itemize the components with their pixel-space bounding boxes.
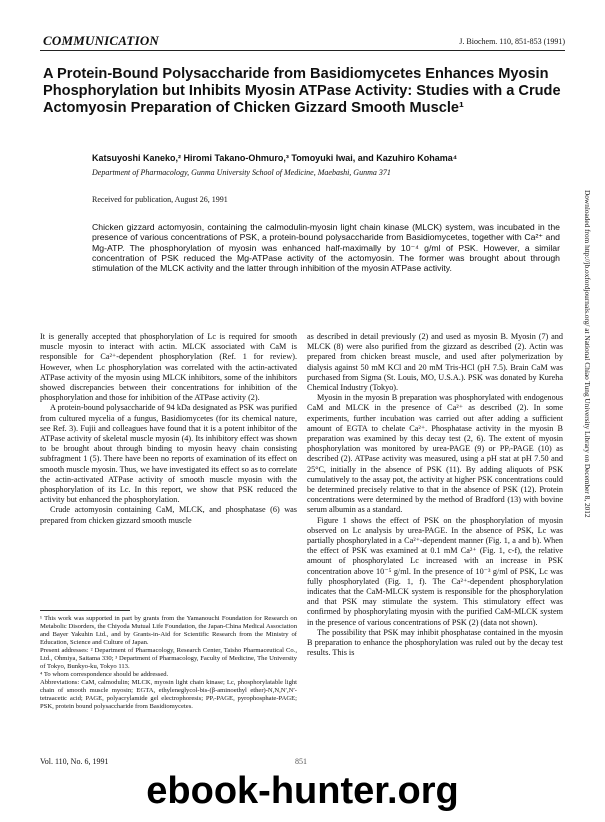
abstract: Chicken gizzard actomyosin, containing the calmodulin-myosin light chain kinase (MLCK) system, was incubated in the presence of various concentrations of PSK, a protein-bound polysaccharide from Basidiomycetes, together with Ca²⁺ and Mg-ATP. The phosphorylation of myosin was enhanced half-maximally by 10⁻⁴ g/ml of PSK. However, a similar concentration of PSK reduced the Mg-ATPase activity of the actomyosin. The former was brought about through stimulation of the MLCK activity and the latter through inhibition of the myosin ATPase activity. bbox=[92, 222, 560, 274]
footnotes bbox=[40, 615, 297, 711]
footnote: Abbreviations: CaM, calmodulin; MLCK, myosin light chain kinase; Lc, phosphorylatable light chain of smooth muscle myosin; EGTA, ethyleneglycol-bis-(β-aminoethyl ether)-N,N,N′,N′-tetraacetic acid; PAGE, polyacrylamide gel electrophoresis; PPᵢ-PAGE, pyrophosphate-PAGE; PSK, protein bound polysaccharide from Basidiomycetes. bbox=[40, 679, 297, 710]
footnote-divider bbox=[40, 610, 130, 611]
paragraph: A protein-bound polysaccharide of 94 kDa designated as PSK was purified from cultured mycelia of a fungus, Basidiomycetes (for its chemical nature, see Ref. 3). Fujii and colleagues have found that it is a potent inhibitor of the ATPase activity of skeletal muscle myosin (4). Its inhibitory effect was shown to be brought about through binding to myosin heavy chain consisting subfragment 1 (5). There have been no reports of examination of its effect on smooth muscle myosin. Thus, we have investigated its effect so as to correlate the actin-activated ATPase activity of smooth muscle myosin with the phosphorylation of its Lc. In this report, we show that PSK reduced the activity but enhanced the phosphorylation. bbox=[40, 403, 297, 505]
paragraph: Myosin in the myosin B preparation was phosphorylated with endogenous CaM and MLCK in the presence of Ca²⁺ as described (2). In some experiments, further incubation was carried out after adding a sufficient amount of EGTA to chelate Ca²⁺. Phosphatase activity in the myosin B preparation was examined by this decay test (2, 6). The extent of myosin phosphorylation was monitored by urea-PAGE (9) or PPᵢ-PAGE (10) as described (2). ATPase activity was measured, using a pH stat at pH 7.50 and 25°C, initially in the absence of PSK (11). By adding aliquots of PSK cumulatively to the assay pot, the activity at higher PSK concentrations could be determined precisely relative to that in the absence of PSK (12). Protein concentrations were determined by the method of Bradford (13) with bovine serum albumin as a standard. bbox=[307, 393, 563, 515]
watermark: ebook-hunter.org bbox=[146, 770, 459, 812]
received-date: Received for publication, August 26, 1991 bbox=[92, 195, 228, 204]
section-label: COMMUNICATION bbox=[43, 33, 160, 48]
journal-citation: J. Biochem. 110, 851-853 (1991) bbox=[459, 37, 565, 46]
paragraph: Crude actomyosin containing CaM, MLCK, and phosphatase (6) was prepared from chicken gizzard smooth muscle bbox=[40, 505, 297, 525]
author-list: Katsuyoshi Kaneko,² Hiromi Takano-Ohmuro,³ Tomoyuki Iwai, and Kazuhiro Kohama⁴ bbox=[92, 153, 458, 163]
paragraph: as described in detail previously (2) and used as myosin B. Myosin (7) and MLCK (8) were also purified from the gizzard as described (2). Actin was prepared from chicken breast muscle, and used after polymerization by dialysis against 50 mM KCl and 20 mM Tris-HCl (pH 7.5). Brain CaM was purchased from Sigma (St. Louis, MO, U.S.A.). PSK was donated by Kureha Chemical Industry (Tokyo). bbox=[307, 332, 563, 393]
footnote: ¹ This work was supported in part by grants from the Yamanouchi Foundation for Research on Metabolic Disorders, the Chiyoda Mutual Life Foundation, the Japan-China Medical Association and Bayer Yakuhin Ltd., and by Grants-in-Aid for Scientific Research from the Ministry of Education, Science and Culture of Japan. bbox=[40, 615, 297, 646]
volume-info: Vol. 110, No. 6, 1991 bbox=[40, 757, 109, 766]
paragraph: The possibility that PSK may inhibit phosphatase contained in the myosin B preparation to enhance the phosphorylation was ruled out by the decay test results. This is bbox=[307, 627, 563, 658]
download-notice bbox=[584, 190, 594, 750]
paragraph: Figure 1 shows the effect of PSK on the phosphorylation of myosin observed on Lc analysis by urea-PAGE. In the absence of PSK, Lc was partially phosphorylated in a Ca²⁺-dependent manner (Fig. 1, a and b). When the effect of PSK was examined at 0.1 mM Ca²⁺ (Fig. 1, c-f), the relative amount of phosphorylated Lc increased with an increase in PSK concentration above 10⁻⁵ g/ml. In the presence of 10⁻³ g/ml of PSK, Lc was fully phosphorylated (Fig. 1, f). The Ca²⁺-dependent phosphorylation indicates that the CaM-MLCK system is responsible for the phosphorylation and that PSK may stimulate the system. This stimulatory effect was confirmed by phosphorylating myosin with the purified CaM-MLCK system in the presence of various concentrations of PSK (2) (data not shown). bbox=[307, 515, 563, 627]
body-column-left bbox=[40, 332, 297, 526]
footnote: Present addresses: ² Department of Pharmacology, Research Center, Taisho Pharmaceutical Co., Ltd., Ohmiya, Saitama 330; ³ Department of Pharmacology, Faculty of Medicine, The University of Tokyo, Bunkyo-ku, Tokyo 113. bbox=[40, 647, 297, 670]
download-notice-text[interactable]: Downloaded from http://jb.oxfordjournals.org/ at National Chiao Tung University Library on December 8, 2012 bbox=[583, 190, 592, 518]
affiliation: Department of Pharmacology, Gunma University School of Medicine, Maebashi, Gunma 371 bbox=[92, 168, 391, 177]
page-number: 851 bbox=[295, 757, 307, 766]
footnote: ⁴ To whom correspondence should be addressed. bbox=[40, 671, 169, 678]
header-divider bbox=[40, 50, 565, 51]
body-column-right bbox=[307, 332, 563, 659]
article-title: A Protein-Bound Polysaccharide from Basidiomycetes Enhances Myosin Phosphorylation but Inhibits Myosin ATPase Activity: Studies with a Crude Actomyosin Preparation of Chicken Gizzard Smooth Muscle¹ bbox=[43, 66, 561, 117]
paragraph: It is generally accepted that phosphorylation of Lc is required for smooth muscle myosin to interact with actin. MLCK associated with CaM is responsible for Ca²⁺-dependent phosphorylation (Ref. 1 for review). However, when Lc phosphorylation was correlated with the actin-activated ATPase activity of the myosin using MLCK inhibitors, some of the inhibitors showed discrepancies between their concentrations for inhibition of the phosphorylation and those for inhibition of the ATPase activity (2). bbox=[40, 332, 297, 403]
